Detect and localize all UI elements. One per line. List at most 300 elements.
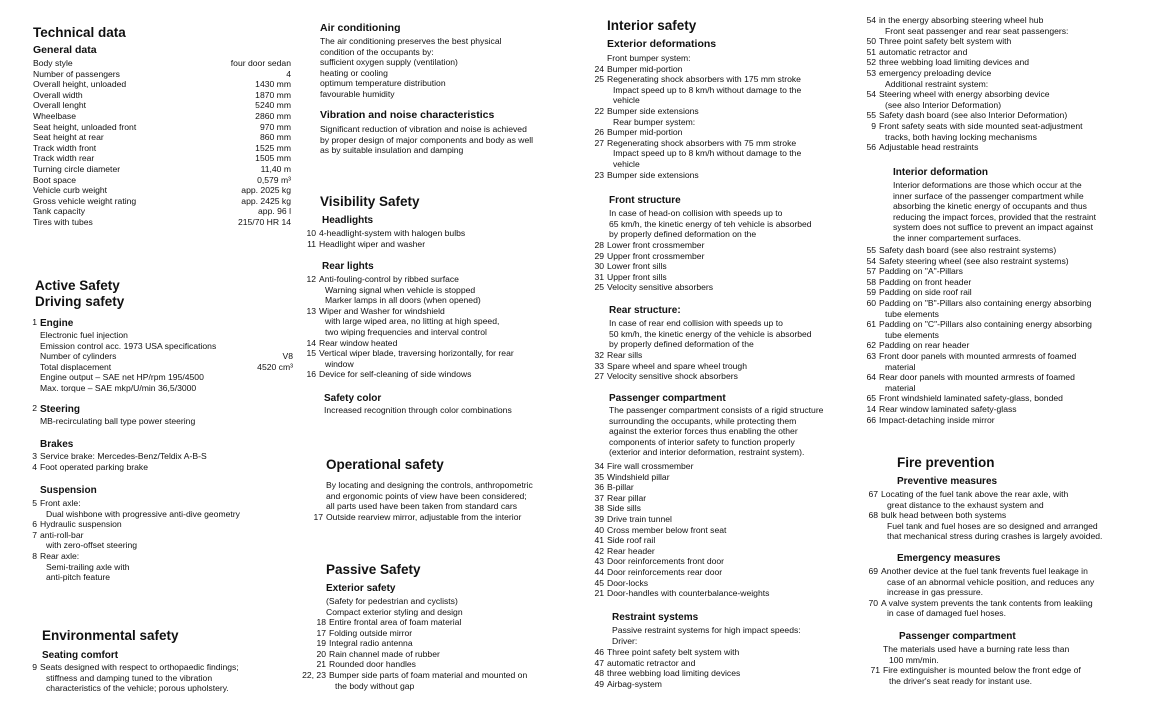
item-text: Upper front sills [607, 271, 667, 282]
spec-label: Gross vehicle weight rating [33, 195, 137, 206]
fire-passenger-compartment-list [864, 644, 1081, 686]
list-item [294, 638, 527, 649]
exterior-text [326, 596, 463, 617]
text-line: (Safety for pedestrian and cyclists) [326, 596, 458, 606]
item-text: increase in gas pressure. [887, 587, 984, 598]
text-line: and ergonomic points of view have been considered; [326, 490, 527, 501]
text-line: reducing the impact forces, provided that the restraint [893, 211, 1097, 222]
item-text: material [885, 382, 916, 393]
spec-value: V8 [282, 351, 293, 362]
engine-lines-2 [21, 372, 293, 393]
general-data-heading: General data [33, 44, 97, 56]
list-item [860, 319, 1092, 330]
text-line: sufficient oxygen supply (ventilation) [320, 57, 458, 68]
item-number: 27 [594, 137, 604, 148]
spec-value: four door sedan [230, 58, 291, 68]
item-text: Three point safety belt system with [607, 647, 740, 657]
item-number: 38 [594, 503, 604, 514]
text-line: Compact exterior styling and design [326, 606, 463, 617]
text-line: The air conditioning preserves the best physical [320, 36, 502, 46]
item-text: Windshield pillar [607, 471, 670, 482]
item-text: tube elements [885, 329, 939, 340]
spec-label: Total displacement [40, 361, 112, 372]
item-number: 26 [594, 127, 604, 138]
item-text: Upper front crossmember [607, 250, 705, 261]
item-number: 34 [594, 461, 604, 471]
text-line: by properly defined deformation of the [609, 339, 754, 350]
list-item [588, 361, 747, 372]
item-text: Front axle: [40, 498, 81, 508]
item-number: 25 [594, 282, 604, 293]
item-number [860, 132, 879, 143]
air-conditioning-heading: Air conditioning [320, 22, 401, 34]
list-item [300, 295, 514, 306]
item-number: 19 [316, 638, 326, 649]
list-item [862, 587, 1094, 598]
item-text: with zero-offset steering [46, 540, 138, 551]
item-number: 51 [866, 46, 876, 57]
list-item [588, 461, 769, 472]
spec-label: Number of cylinders [40, 351, 117, 362]
item-text: Entire frontal area of foam material [329, 617, 462, 627]
item-text: Rear door panels with mounted armrests of foamed [879, 372, 1075, 383]
item-number: 21 [594, 588, 604, 599]
item-text: Bumper side parts of foam material and mounted on [329, 669, 528, 680]
item-text: Rain channel made of rubber [329, 648, 440, 659]
spec-row [33, 132, 291, 143]
preventive-measures-heading: Preventive measures [897, 476, 998, 487]
item-number [864, 655, 883, 666]
item-text: Bumper mid-portion [607, 63, 683, 74]
list-item [864, 665, 1081, 676]
front-structure-heading: Front structure [609, 195, 681, 206]
item-text: Rear bumper system: [613, 116, 696, 127]
engine-section [21, 317, 293, 394]
list-item [864, 655, 1081, 666]
list-item [588, 85, 801, 96]
text-line: inner surface of the passenger compartment while [893, 190, 1084, 201]
item-number [860, 383, 879, 394]
list-item [588, 148, 801, 159]
item-text: Rounded door handles [329, 659, 416, 670]
suspension-list [21, 498, 240, 583]
spec-row [33, 58, 291, 69]
item-number: 57 [866, 266, 876, 277]
list-item [21, 572, 240, 583]
engine-heading: Engine [40, 318, 74, 329]
list-item [588, 493, 769, 504]
item-text: characteristics of the vehicle; porous upholstery. [46, 683, 229, 694]
text-line: Engine output – SAE net HP/rpm 195/4500 [40, 372, 204, 383]
spec-label: Seat height, unloaded front [33, 121, 137, 132]
list-item [307, 512, 521, 523]
spec-row [33, 185, 291, 196]
item-text: in case of damaged fuel hoses. [887, 608, 1006, 619]
headlights-list [300, 228, 465, 249]
rear-lights-list [300, 274, 514, 380]
item-number: 49 [594, 678, 604, 689]
list-item [588, 261, 713, 272]
item-text: Hydraulic suspension [40, 519, 122, 530]
spec-value: 1525 mm [255, 142, 291, 153]
list-item [860, 404, 1092, 415]
spec-label: Tank capacity [33, 206, 86, 217]
rear-lights-heading: Rear lights [322, 261, 374, 272]
list-item [21, 673, 239, 684]
item-text: Drive train tunnel [607, 513, 672, 524]
item-number: 58 [866, 276, 876, 287]
item-text: Vertical wiper blade, traversing horizontally, for rear [319, 348, 514, 359]
item-text: Integral radio antenna [329, 638, 413, 649]
list-item [588, 371, 747, 382]
item-number [300, 359, 319, 370]
list-item [860, 26, 1083, 37]
list-item [588, 272, 713, 283]
list-item [588, 588, 769, 599]
list-item [588, 668, 740, 679]
spec-row [40, 362, 293, 373]
item-text: Another device at the fuel tank frevents fuel leakage in [881, 566, 1088, 576]
item-text: Bumper side extensions [607, 169, 699, 180]
item-text: Fire wall crossmember [607, 461, 694, 471]
spec-label: Seat height at rear [33, 132, 104, 143]
list-item [588, 170, 801, 181]
item-number: 56 [866, 142, 876, 153]
list-item [860, 351, 1092, 362]
list-item [21, 662, 239, 673]
item-text: Safety dash board (see also restraint systems) [879, 245, 1057, 255]
list-item [588, 472, 769, 483]
item-number: 5 [32, 498, 37, 508]
item-number [860, 362, 879, 373]
list-item [862, 577, 1094, 588]
item-text: Rear axle: [40, 550, 80, 561]
list-item [588, 159, 801, 170]
list-item [862, 500, 1102, 511]
list-item [860, 245, 1092, 256]
list-item [860, 415, 1092, 426]
item-text: Side roof rail [607, 535, 656, 546]
item-text: Door reinforcements rear door [607, 566, 723, 577]
safety-color-heading: Safety color [324, 393, 382, 404]
item-text: Padding on side roof rail [879, 287, 972, 298]
list-item [588, 95, 801, 106]
item-number: 24 [594, 63, 604, 74]
item-number: 29 [594, 250, 604, 261]
list-item [21, 530, 240, 541]
item-text: Rear pillar [607, 492, 647, 503]
passenger-compartment-list [588, 461, 769, 599]
list-item [860, 340, 1092, 351]
spec-label: Vehicle curb weight [33, 185, 108, 196]
item-number: 36 [594, 482, 604, 493]
list-item [860, 15, 1083, 26]
spec-row [33, 217, 291, 228]
item-number [300, 327, 319, 338]
item-number: 27 [594, 371, 604, 382]
exterior-list [294, 617, 527, 691]
spec-row [40, 351, 293, 362]
item-number: 53 [866, 67, 876, 78]
item-text: Device for self-cleaning of side windows [319, 369, 472, 380]
spec-row [33, 164, 291, 175]
item-number [21, 562, 40, 573]
item-number: 68 [868, 510, 878, 521]
emergency-measures-list [862, 566, 1094, 619]
item-text: Rear sills [607, 350, 643, 360]
item-number: 11 [307, 238, 316, 249]
list-item [860, 287, 1092, 298]
list-item [860, 362, 1092, 373]
item-text: that mechanical stress during crashes is largely avoided. [887, 531, 1103, 542]
list-item [588, 74, 801, 85]
item-number: 3 [32, 451, 37, 461]
item-number: 14 [306, 337, 316, 348]
list-item [860, 57, 1083, 68]
item-number: 64 [866, 372, 876, 383]
spec-value: app. 96 l [258, 206, 291, 217]
list-item [864, 676, 1081, 687]
spec-value: 0,579 m³ [257, 174, 291, 185]
item-text: Folding outside mirror [329, 627, 413, 638]
item-number: 37 [594, 492, 604, 503]
item-number: 40 [594, 524, 604, 535]
restraint-systems-heading: Restraint systems [612, 612, 699, 623]
list-item [860, 110, 1083, 121]
item-text: three webbing load limiting devices [607, 668, 741, 679]
item-text: tracks, both having locking mechanisms [885, 131, 1037, 142]
item-text: bulk head between both systems [881, 510, 1007, 521]
item-text: three webbing load limiting devices and [879, 57, 1030, 68]
list-item [588, 578, 769, 589]
list-item [588, 53, 801, 64]
item-text: Door-handles with counterbalance-weights [607, 588, 770, 599]
item-number: 65 [866, 393, 876, 404]
spec-value: 1505 mm [255, 153, 291, 164]
item-text: Velocity sensitive absorbers [607, 282, 714, 293]
item-number [862, 608, 881, 619]
text-line: (exterior and interior deformation, restraint system). [609, 447, 805, 458]
spec-label: Overall height, unloaded [33, 79, 127, 90]
spec-label: Turning circle diameter [33, 163, 121, 174]
passenger-compartment-text [609, 405, 823, 458]
text-line: condition of the occupants by: [320, 46, 434, 57]
text-line: all parts used have been taken from standard cars [326, 501, 518, 512]
list-item [588, 525, 769, 536]
list-item [300, 369, 514, 380]
interior-deformation-heading: Interior deformation [893, 167, 989, 178]
list-item [860, 298, 1092, 309]
list-item [21, 509, 240, 520]
item-text: Seats designed with respect to orthopaedic findings; [40, 662, 239, 672]
list-item [860, 256, 1092, 267]
driving-safety-heading: Driving safety [35, 294, 125, 309]
item-number [21, 673, 40, 684]
text-line: as by suitable insulation and damping [320, 145, 464, 156]
spec-row [33, 90, 291, 101]
item-text: vehicle [613, 158, 640, 169]
operational-safety-heading: Operational safety [326, 457, 444, 472]
item-text: anti-pitch feature [46, 572, 111, 583]
list-item [588, 567, 769, 578]
item-number [860, 330, 879, 341]
item-text: Door reinforcements front door [607, 556, 725, 567]
spec-value: 4 [286, 68, 291, 79]
list-item [294, 681, 527, 692]
item-number: 6 [32, 519, 37, 530]
item-number: 71 [870, 665, 880, 676]
list-item [860, 393, 1092, 404]
item-text: Lower front crossmember [607, 240, 705, 250]
list-item [588, 647, 740, 658]
item-number: 41 [594, 535, 604, 546]
item-number: 55 [866, 245, 876, 255]
item-text: Warning signal when vehicle is stopped [325, 284, 476, 295]
item-number: 10 [306, 228, 316, 238]
item-number [21, 509, 40, 520]
item-text: Rear window heated [319, 337, 398, 348]
item-number: 22 [594, 105, 604, 116]
item-text: case of an abnormal vehicle position, and reduces any [887, 576, 1095, 587]
item-number: 4 [32, 461, 37, 472]
item-number: 12 [306, 274, 316, 284]
item-number: 45 [594, 577, 604, 588]
item-number: 69 [868, 566, 878, 576]
list-item [862, 608, 1094, 619]
vibration-heading: Vibration and noise characteristics [320, 109, 495, 121]
item-number [588, 95, 607, 106]
text-line: favourable humidity [320, 88, 395, 99]
item-number [862, 531, 881, 542]
item-text: Side sills [607, 503, 641, 514]
item-number [300, 295, 319, 306]
spec-label: Overall width [33, 89, 83, 100]
list-item [860, 79, 1083, 90]
list-item [300, 348, 514, 359]
item-text: Dual wishbone with progressive anti-dive geometry [46, 508, 240, 519]
spec-row [33, 79, 291, 90]
item-text: Anti-fouling-control by ribbed surface [319, 274, 459, 284]
brakes-heading: Brakes [40, 439, 74, 450]
item-text: Impact speed up to 8 km/h without damage to the [613, 84, 802, 95]
item-number: 46 [594, 647, 604, 657]
spec-value: 5240 mm [255, 100, 291, 111]
list-item [294, 617, 527, 628]
list-item [588, 350, 747, 361]
list-item [860, 68, 1083, 79]
spec-label: Body style [33, 58, 73, 68]
spec-row [33, 196, 291, 207]
vibration-text [320, 124, 533, 156]
list-item [300, 228, 465, 239]
list-item [588, 546, 769, 557]
item-number: 32 [594, 350, 604, 360]
environmental-safety-heading: Environmental safety [42, 628, 179, 643]
item-text: Outside rearview mirror, adjustable from the interior [326, 512, 522, 522]
text-line: In case of rear end collision with speeds up to [609, 318, 783, 328]
list-item [588, 127, 801, 138]
steering-line: MB-recirculating ball type power steering [40, 416, 196, 426]
list-item [21, 519, 240, 530]
spec-value: 1870 mm [255, 89, 291, 100]
item-number: 16 [306, 369, 316, 380]
item-number [588, 159, 607, 170]
item-number: 23 [594, 169, 604, 180]
air-conditioning-text [320, 36, 502, 100]
item-number: 42 [594, 545, 604, 556]
list-item [294, 628, 527, 639]
item-text: Additional restraint system: [885, 78, 989, 89]
item-text: Padding on front header [879, 276, 972, 287]
spec-value: app. 2425 kg [241, 195, 291, 206]
item-text: Fuel tank and fuel hoses are so designed and arranged [887, 520, 1098, 531]
item-number [862, 521, 881, 532]
item-number: 8 [32, 550, 37, 561]
item-number: 66 [866, 414, 876, 425]
item-number: 33 [594, 360, 604, 371]
item-text: Front safety seats with side mounted seat-adjustment [879, 120, 1083, 131]
item-text: Rear window laminated safety-glass [879, 403, 1017, 414]
list-item [21, 551, 240, 562]
text-line: absorbing the kinetic energy of occupants and thus [893, 201, 1087, 212]
item-text: Safety dash board (see also Interior Deformation) [879, 110, 1068, 121]
list-item [862, 566, 1094, 577]
item-number [588, 53, 607, 64]
technical-data-heading: Technical data [33, 25, 126, 40]
list-item [860, 309, 1092, 320]
item-number [864, 644, 883, 655]
item-number: 61 [866, 319, 876, 330]
item-text: Padding on "C"-Pillars also containing energy absorbing [879, 319, 1092, 330]
engine-lines [21, 330, 293, 351]
item-text: The materials used have a burning rate less than [883, 644, 1070, 654]
preventive-measures-list [862, 489, 1102, 542]
list-item [860, 89, 1083, 100]
list-item [300, 327, 514, 338]
item-number [864, 676, 883, 687]
item-number: 17 [313, 512, 323, 522]
list-item [21, 562, 240, 573]
item-number [294, 681, 329, 692]
list-item [300, 316, 514, 327]
item-text: Adjustable head restraints [879, 142, 979, 153]
item-number [860, 309, 879, 320]
item-number: 28 [594, 240, 604, 250]
spec-label: Overall lenght [33, 100, 87, 111]
text-line: by properly defined deformation on the [609, 229, 757, 240]
list-item [21, 498, 240, 509]
list-item [21, 683, 239, 694]
list-item [860, 132, 1083, 143]
item-text: Service brake: Mercedes-Benz/Teldix A-B-S [40, 451, 207, 461]
spec-row [33, 206, 291, 217]
spec-row [33, 111, 291, 122]
list-item [862, 531, 1102, 542]
list-item [294, 649, 527, 660]
item-text: Wiper and Washer for windshield [319, 305, 445, 316]
list-item [300, 239, 465, 250]
item-number: 59 [866, 287, 876, 298]
list-item [588, 282, 713, 293]
list-item [300, 338, 514, 349]
item-number [862, 577, 881, 588]
rear-structure-heading: Rear structure: [609, 305, 681, 316]
item-text: Padding on rear header [879, 340, 970, 351]
item-number: 35 [594, 471, 604, 482]
item-text: tube elements [885, 308, 939, 319]
list-item [294, 659, 527, 670]
list-item [588, 117, 801, 128]
